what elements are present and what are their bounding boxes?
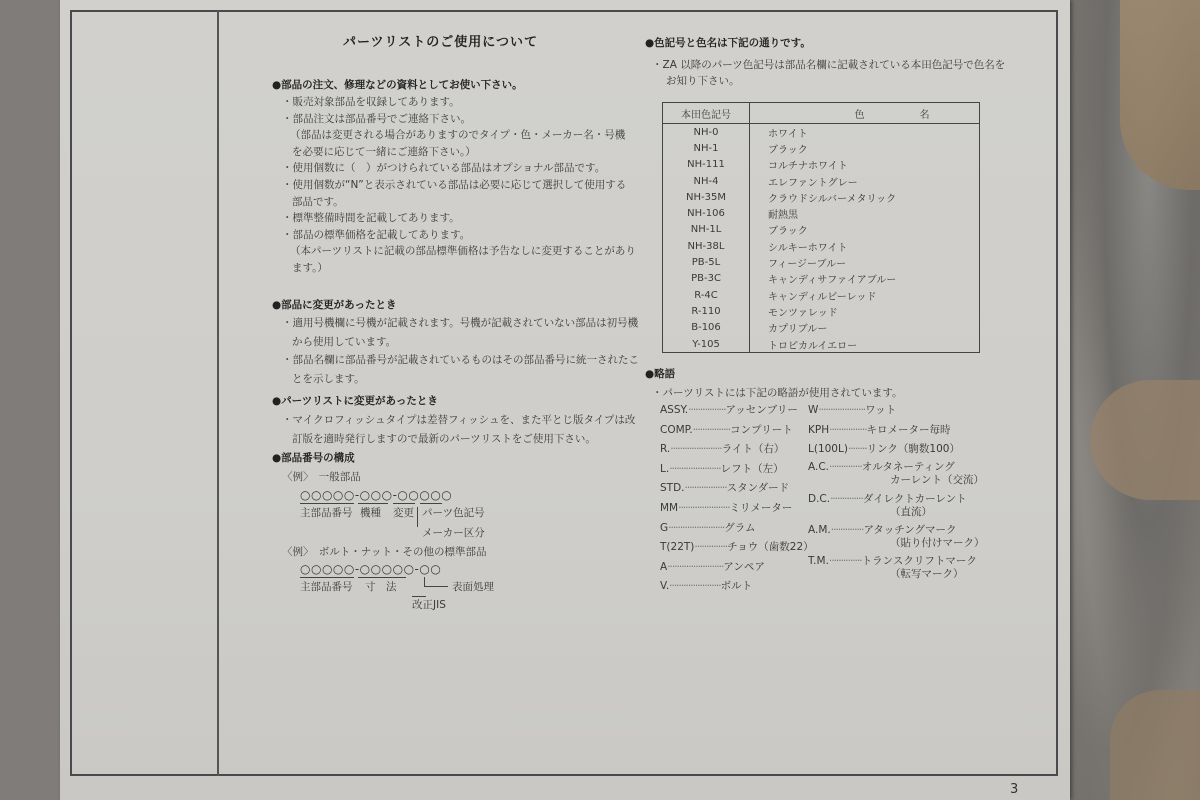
color-name: ブラック [768,144,808,156]
abbr-meaning-sub: （貼り付けマーク） [890,537,985,549]
color-table-body [663,124,980,353]
color-code: PB-3C [663,271,750,287]
example2-surface: 表面処理 [452,581,494,593]
color-code: NH-106 [663,205,750,221]
color-row [663,320,980,336]
abbr-meaning: リンク（駒数100） [866,443,960,455]
abbr-entry [660,404,798,417]
color-code: NH-111 [663,157,750,173]
abbr-meaning: スタンダード [726,482,790,495]
leader-dots: ······················ [669,580,721,593]
abbr-note: ・パーツリストには下記の略語が使用されています。 [652,387,903,399]
abbr-meaning: ダイレクトカーレント [862,493,967,505]
abbr-term: W [808,404,819,416]
change-heading: ●部品に変更があったとき [272,299,397,311]
abbr-meaning: トランスクリフトマーク [861,555,977,567]
text-line: ・マイクロフィッシュタイプは差替フィッシュを、また平とじ版タイプは改 [282,414,636,426]
underline [358,577,406,578]
abbr-entry [660,424,793,437]
color-row [663,271,980,287]
example2-main: 主部品番号 [300,581,353,593]
color-code: R-110 [663,303,750,319]
leader-dots: ················ [829,424,867,436]
text-line: 部品です。 [292,195,344,208]
leader-dots: ······················ [670,443,722,456]
abbr-meaning-sub: （転写マーク） [890,568,964,580]
leader-dots: ·············· [830,493,863,505]
leader-dots: ······················ [678,502,730,514]
abbr-meaning: アタッチングマーク [863,524,957,536]
text-line: ・部品注文は部品番号でご連絡下さい。 [282,112,471,125]
color-name: エレファントグレー [768,177,858,189]
abbr-meaning: コンプリート [730,423,793,436]
text-line: ・標準整備時間を記載してあります。 [282,212,460,225]
structure-heading: ●部品番号の構成 [272,452,355,464]
abbr-term: KPH [808,424,830,436]
text-line: ます。） [292,262,328,274]
abbr-heading: ●略語 [645,368,676,380]
color-row [663,287,980,303]
color-code: NH-1 [663,140,750,156]
underline [300,503,354,504]
abbr-entry [660,541,814,554]
leader-dots: ························ [668,521,725,534]
abbr-term: R. [660,443,671,456]
abbr-entry [660,482,789,495]
color-code: NH-35M [663,189,750,205]
abbr-meaning: ボルト [720,580,753,593]
abbr-entry [660,443,784,456]
text-line: ・部品の標準価格を記載してあります。 [282,228,471,241]
text-line: 訂版を適時発行しますので最新のパーツリストをご使用下さい。 [292,432,596,445]
abbr-entry [660,463,784,476]
color-code: NH-0 [663,124,750,141]
abbr-entry [808,443,960,456]
code-column-header: 本田色記号 [663,103,750,124]
abbr-entry [808,461,955,474]
leader-dots: ························ [667,560,724,573]
color-note-line1: ・ZA 以降のパーツ色記号は部品名欄に記載されている本田色記号で色名を [652,59,1006,71]
example1-label: 〈例〉 一般部品 [282,471,361,483]
abbr-term: G [660,521,669,534]
example1-code: ○○○○○-○○○-○○○○○ [300,488,453,502]
text-line: とを示します。 [292,372,365,385]
abbr-entry [660,580,752,593]
color-code: PB-5L [663,254,750,270]
color-row [663,238,980,254]
leader-dots: ···················· [818,404,866,416]
color-name: 耐熱黒 [768,210,798,222]
abbr-term: A [660,560,668,573]
color-name: コルチナホワイト [768,161,848,173]
abbr-entry [660,522,756,535]
abbr-entry [808,424,951,437]
text-line: ・使用個数に（ ）がつけられている部品はオプショナル部品です。 [282,162,606,175]
abbr-meaning: ワット [865,404,897,416]
text-line: を必要に応じて一緒にご連絡下さい。） [292,145,476,158]
leader-dots: ········ [847,443,867,455]
abbr-meaning: オルタネーティング [861,461,955,473]
color-row [663,336,980,353]
color-name: キャンディサファイアブルー [768,275,897,287]
abbr-term: L. [660,462,670,475]
abbr-term: V. [660,580,670,593]
connector-line [424,586,448,587]
color-code: NH-1L [663,222,750,238]
example1-change: 変更 [393,507,414,519]
color-row [663,303,980,319]
color-note-line2: お知り下さい。 [666,75,740,87]
document-page [60,0,1070,800]
underline [300,577,354,578]
leader-dots: ················ [692,423,731,436]
abbr-meaning: アッセンブリー [725,404,798,416]
leader-dots: ················ [688,404,726,416]
abbr-entry [808,524,957,537]
header-name-char: 名 [919,109,930,121]
abbr-meaning-sub: カーレント（交流） [890,474,985,486]
underline [358,503,388,504]
color-row [663,173,980,189]
color-code: NH-4 [663,173,750,189]
abbr-entry [808,493,967,506]
underline [393,503,415,504]
leader-dots: ·············· [828,555,862,567]
example2-revision: 改正JIS [412,599,446,611]
underline [412,596,426,597]
abbr-term: L(100L) [808,443,848,455]
color-name: カプリブルー [768,324,828,336]
text-line: （本パーツリストに記載の部品標準価格は予告なしに変更することがあり [290,245,636,258]
connector-line [417,507,418,527]
text-line: ・使用個数が“N”と表示されている部品は必要に応じて選択して使用する [282,179,627,191]
abbr-term: STD. [660,482,685,495]
leader-dots: ·············· [829,461,862,473]
example1-main: 主部品番号 [300,507,353,519]
color-name: モンツァレッド [768,307,838,319]
abbr-term: T.M. [808,555,829,567]
abbr-meaning-sub: （直流） [890,506,932,518]
color-name: ホワイト [768,128,808,140]
example2-code: ○○○○○-○○○○○-○○ [300,562,442,576]
abbr-term: MM [660,502,679,514]
color-row [663,222,980,238]
color-name: クラウドシルバーメタリック [768,193,897,205]
carpet-pattern [1110,690,1200,800]
color-row [663,140,980,156]
abbr-term: T(22T) [660,541,695,554]
leader-dots: ·············· [694,541,728,554]
example2-label: 〈例〉 ボルト・ナット・その他の標準部品 [282,546,487,558]
header-color-char: 色 [854,109,865,121]
abbr-entry [808,404,896,417]
abbr-meaning: チョウ（歯数22） [727,541,814,554]
usage-heading: ●部品の注文、修理などの資料としてお使い下さい。 [272,79,523,91]
section-title: パーツリストのご使用について [343,35,538,50]
list-change-heading: ●パーツリストに変更があったとき [272,395,438,407]
abbr-meaning: キロメーター毎時 [866,424,951,436]
example1-color: パーツ色記号 [422,507,485,519]
text-line: から使用しています。 [292,335,397,348]
abbr-term: A.C. [808,461,830,473]
abbr-entry [660,502,792,515]
color-name: トロピカルイエロー [768,340,858,352]
abbr-meaning: ライト（右） [721,443,785,456]
color-row [663,205,980,221]
example1-model: 機種 [360,507,381,519]
abbr-meaning: レフト（左） [720,462,784,475]
text-line: ・販売対象部品を収録してあります。 [282,96,460,108]
abbr-term: COMP. [660,423,693,436]
color-heading: ●色記号と色名は下記の通りです。 [645,37,811,49]
color-code: B-106 [663,320,750,336]
color-name-column-header [750,103,980,124]
abbr-term: A.M. [808,524,831,536]
color-name: ブラック [768,226,808,238]
color-name: シルキーホワイト [768,242,848,254]
color-row [663,254,980,270]
color-row [663,124,980,141]
color-name: フィージーブルー [768,259,847,271]
abbr-meaning: アンペア [723,560,765,573]
text-line: （部品は変更される場合がありますのでタイプ・色・メーカー名・号機 [290,129,626,142]
color-code: Y-105 [663,336,750,353]
abbr-entry [808,555,977,568]
color-code: NH-38L [663,238,750,254]
page-number: 3 [1010,782,1019,797]
text-line: ・部品名欄に部品番号が記載されているものはその部品番号に統一されたこ [282,354,639,366]
color-code: R-4C [663,287,750,303]
leader-dots: ······················ [669,462,721,475]
abbr-entry [660,561,765,574]
color-table-header [663,103,980,124]
example2-size: 寸 法 [365,581,397,593]
margin-divider [217,10,219,776]
color-name: キャンディルビーレッド [768,291,877,303]
leader-dots: ·················· [684,482,727,495]
example1-maker: メーカー区分 [422,527,485,539]
abbr-term: D.C. [808,493,831,505]
abbr-meaning: ミリメーター [729,502,793,514]
color-row [663,189,980,205]
text-line: ・適用号機欄に号機が記載されます。号機が記載されていない部品は初号機 [282,317,639,329]
leader-dots: ·············· [830,524,864,536]
abbr-term: ASSY. [660,404,689,416]
abbr-meaning: グラム [724,521,756,534]
carpet-pattern [1090,380,1200,500]
color-table [662,102,980,353]
color-row [663,157,980,173]
underline [420,503,442,504]
